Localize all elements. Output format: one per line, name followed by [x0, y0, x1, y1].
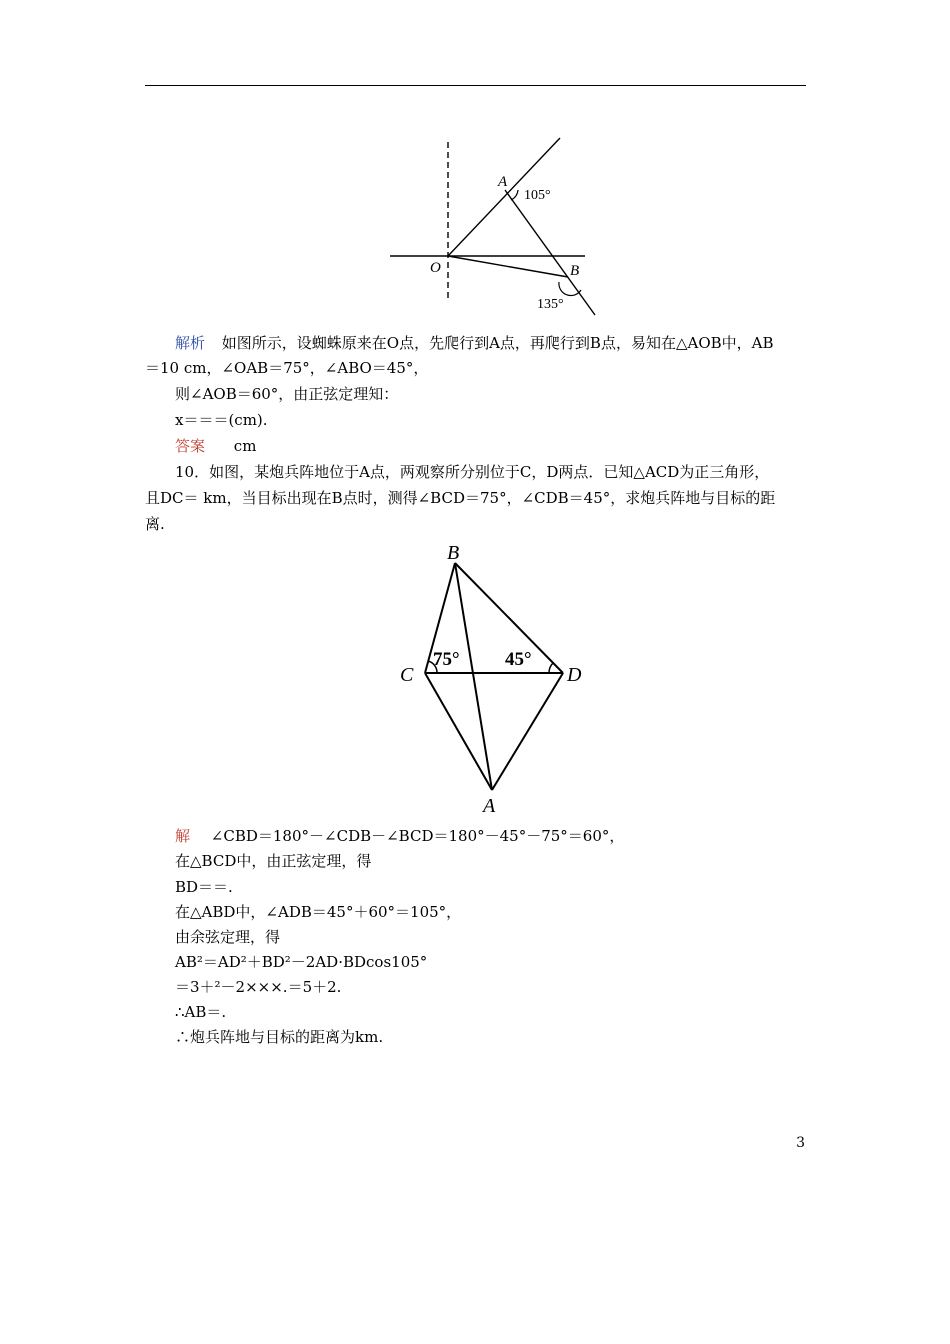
question-10-line-3: 离. [145, 515, 165, 533]
angle-arc-D [549, 663, 553, 673]
solution-line-9: ∴炮兵阵地与目标的距离为km. [175, 1028, 384, 1046]
analysis-line-4: x＝＝＝(cm). [175, 411, 268, 429]
header-rule [145, 85, 806, 86]
figure-spider-path [385, 130, 615, 320]
label-D: D [567, 664, 582, 686]
analysis-tag: 解析 [175, 334, 206, 352]
angle-arc-B [559, 282, 581, 296]
answer-tag: 答案 [175, 437, 206, 455]
label-105: 105° [524, 188, 551, 203]
segment-DA [492, 673, 563, 790]
answer-text: cm [233, 437, 257, 455]
solution-line-4: 在△ABD中，∠ADB＝45°＋60°＝105°， [175, 903, 462, 921]
label-B: B [447, 542, 460, 564]
label-A: A [483, 795, 496, 817]
question-10-line-1: 10．如图，某炮兵阵地位于A点，两观察所分别位于C，D两点．已知△ACD为正三角形， [175, 463, 770, 481]
label-135: 135° [537, 297, 564, 312]
solution-line-7: ＝3＋²－2×××.＝5＋2. [175, 978, 342, 996]
solution-line-3: BD＝＝. [175, 878, 233, 896]
analysis-line-3: 则∠AOB＝60°，由正弦定理知： [175, 385, 399, 403]
label-75: 75° [433, 649, 460, 670]
figure-artillery [395, 535, 595, 820]
analysis-line-2: ＝10 cm，∠OAB＝75°，∠ABO＝45°， [145, 359, 429, 377]
analysis-line-1: 如图所示，设蜘蛛原来在O点，先爬行到A点，再爬行到B点，易知在△AOB中，AB [221, 334, 774, 352]
solution-line-6: AB²＝AD²＋BD²－2AD·BDcos105° [175, 953, 428, 971]
solution-line-8: ∴AB＝. [175, 1003, 227, 1021]
label-C: C [400, 664, 414, 686]
solution-line-1: ∠CBD＝180°－∠CDB－∠BCD＝180°－45°－75°＝60°， [210, 827, 625, 845]
angle-arc-A [511, 190, 518, 200]
solution-line-2: 在△BCD中，由正弦定理，得 [175, 852, 372, 870]
segment-OB [448, 256, 568, 277]
solution-line-5: 由余弦定理，得 [175, 928, 281, 946]
page-number: 3 [796, 1135, 805, 1151]
label-A: A [498, 174, 508, 190]
label-O: O [430, 260, 441, 276]
solution-tag: 解 [175, 827, 191, 845]
question-10-line-2: 且DC＝ km，当目标出现在B点时，测得∠BCD＝75°，∠CDB＝45°，求炮兵阵地与目标的距 [145, 489, 776, 507]
label-45: 45° [505, 649, 532, 670]
label-B: B [570, 263, 580, 279]
